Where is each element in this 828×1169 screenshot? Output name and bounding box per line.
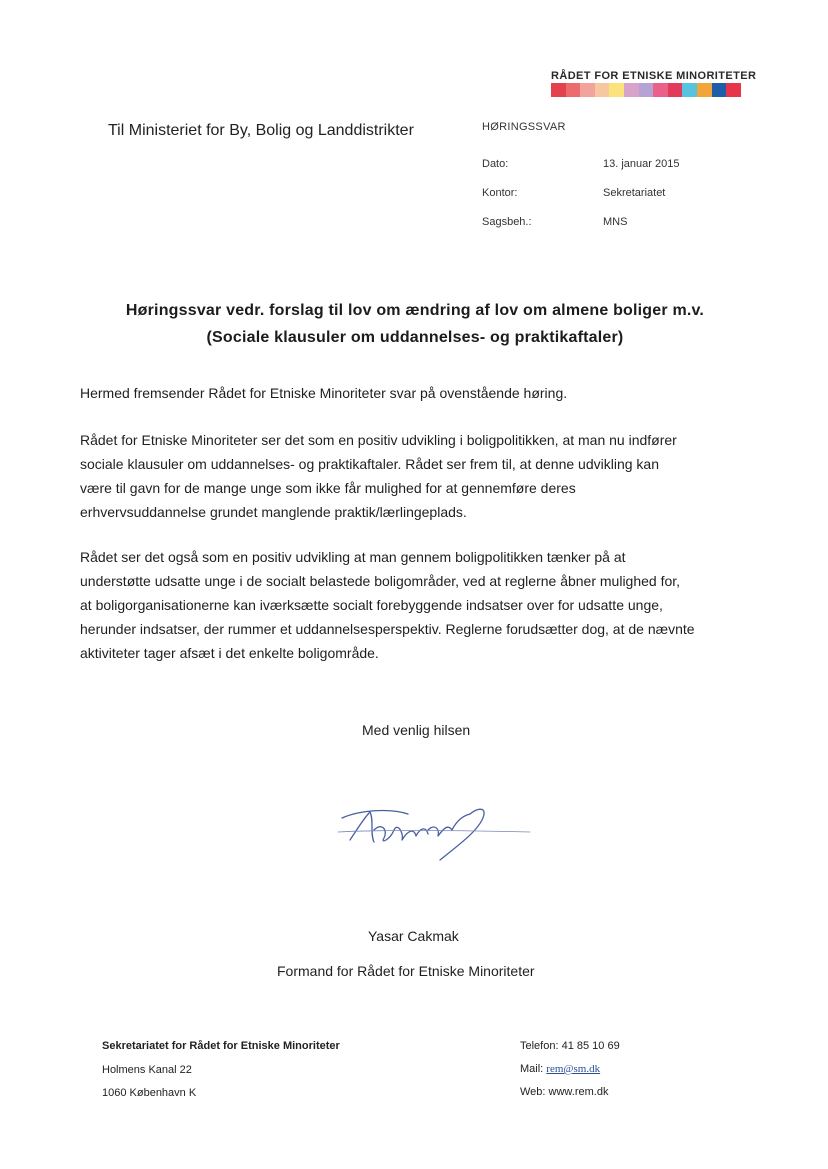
paragraph-2-line: aktiviteter tager afsæt i det enkelte boligområde.	[80, 645, 379, 661]
footer-phone-value: 41 85 10 69	[561, 1040, 620, 1052]
footer-web-label: Web:	[520, 1086, 546, 1098]
logo-color-bar	[609, 83, 624, 97]
footer-mail-label: Mail:	[520, 1063, 544, 1075]
signer-title: Formand for Rådet for Etniske Minoriteter	[277, 963, 535, 979]
recipient: Til Ministeriet for By, Bolig og Landdistrikter	[108, 122, 414, 139]
paragraph-1-line: Rådet for Etniske Minoriteter ser det som en positiv udvikling i boligpolitikken, at man nu indfører	[80, 432, 677, 448]
logo-color-bar	[551, 83, 566, 97]
footer-web-value[interactable]: www.rem.dk	[548, 1086, 609, 1098]
footer-street: Holmens Kanal 22	[102, 1064, 192, 1076]
office-value: Sekretariatet	[603, 187, 666, 199]
logo-color-bar	[624, 83, 639, 97]
document-title-line-1: Høringssvar vedr. forslag til lov om ændring af lov om almene boliger m.v.	[125, 302, 705, 319]
organization-logo-color-bars	[551, 83, 741, 97]
footer-phone	[520, 1040, 620, 1052]
organization-logo-text: RÅDET FOR ETNISKE MINORITETER	[551, 70, 757, 82]
closing-greeting: Med venlig hilsen	[362, 722, 471, 738]
footer-phone-label: Telefon:	[520, 1040, 559, 1052]
logo-color-bar	[682, 83, 697, 97]
paragraph-2-line: understøtte udsatte unge i de socialt belastede boligområder, ved at reglerne åbner mulighed for,	[80, 573, 681, 589]
logo-color-bar	[712, 83, 727, 97]
logo-color-bar	[580, 83, 595, 97]
logo-color-bar	[653, 83, 668, 97]
date-value: 13. januar 2015	[603, 158, 680, 170]
footer-mail-link[interactable]: rem@sm.dk	[546, 1063, 601, 1075]
handwritten-signature	[330, 800, 540, 870]
intro-paragraph: Hermed fremsender Rådet for Etniske Minoriteter svar på ovenstående høring.	[80, 385, 568, 401]
document-title-line-2: (Sociale klausuler om uddannelses- og praktikaftaler)	[206, 329, 624, 346]
logo-color-bar	[639, 83, 654, 97]
paragraph-1-line: sociale klausuler om uddannelses- og praktikaftaler. Rådet ser frem til, at denne udvikling kan	[80, 456, 659, 472]
paragraph-2	[80, 545, 695, 665]
paragraph-2-line: herunder indsatser, der rummer et uddannelsesperspektiv. Reglerne forudsætter dog, at de nævnte	[80, 621, 695, 637]
logo-color-bar	[697, 83, 712, 97]
document-type: HØRINGSSVAR	[482, 121, 566, 133]
footer-mail	[520, 1063, 600, 1075]
paragraph-2-line: Rådet ser det også som en positiv udvikling at man gennem boligpolitikken tænker på at	[80, 549, 626, 565]
footer-city: 1060 København K	[102, 1087, 197, 1099]
case-handler-label: Sagsbeh.:	[482, 216, 532, 228]
footer-web	[520, 1086, 608, 1098]
logo-color-bar	[566, 83, 581, 97]
office-label: Kontor:	[482, 187, 518, 199]
paragraph-1	[80, 428, 677, 524]
logo-color-bar	[726, 83, 741, 97]
paragraph-1-line: være til gavn for de mange unge som ikke får mulighed for at gennemføre deres	[80, 480, 576, 496]
signer-name: Yasar Cakmak	[368, 928, 459, 944]
logo-color-bar	[595, 83, 610, 97]
paragraph-1-line: erhvervsuddannelse grundet manglende praktik/lærlingeplads.	[80, 504, 467, 520]
date-label: Dato:	[482, 158, 509, 170]
footer-organization: Sekretariatet for Rådet for Etniske Minoriteter	[102, 1040, 340, 1052]
case-handler-value: MNS	[603, 216, 628, 228]
paragraph-2-line: at boligorganisationerne kan iværksætte socialt forebyggende indsatser over for udsatte unge,	[80, 597, 663, 613]
logo-color-bar	[668, 83, 683, 97]
